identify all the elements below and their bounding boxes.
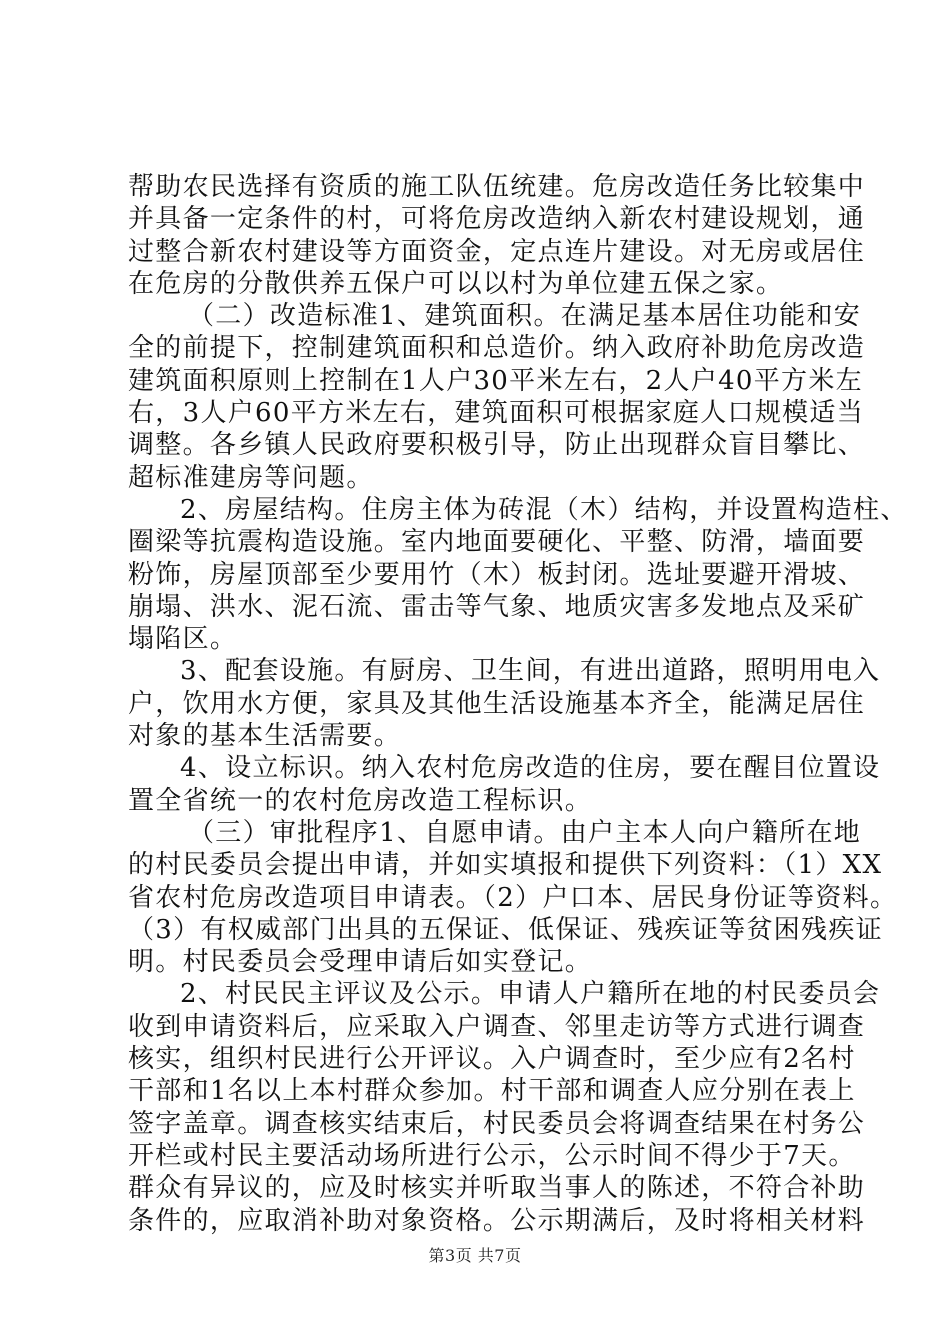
text-line: 3、配套设施。有厨房、卫生间，有进出道路，照明用电入 (180, 656, 881, 687)
text-line: 签字盖章。调查核实结束后，村民委员会将调查结果在村务公 (128, 1108, 866, 1139)
text-line: 全的前提下，控制建筑面积和总造价。纳入政府补助危房改造 (128, 333, 866, 364)
text-line: 4、设立标识。纳入农村危房改造的住房，要在醒目位置设 (180, 753, 881, 784)
text-line: 在危房的分散供养五保户可以以村为单位建五保之家。 (128, 268, 784, 299)
text-line: 帮助农民选择有资质的施工队伍统建。危房改造任务比较集中 (128, 172, 866, 202)
text-line: 过整合新农村建设等方面资金，定点连片建设。对无房或居住 (128, 236, 866, 267)
text-line: （三）审批程序1、自愿申请。由户主本人向户籍所在地 (188, 817, 862, 848)
document-body (128, 171, 908, 1237)
page-number-footer: 第3页 共7页 (428, 1246, 522, 1265)
text-line: 调整。各乡镇人民政府要积极引导，防止出现群众盲目攀比、 (128, 430, 866, 461)
text-line: 超标准建房等问题。 (128, 462, 374, 493)
text-line: 建筑面积原则上控制在1人户30平米左右，2人户40平方米左 (128, 365, 863, 396)
text-line: 2、村民民主评议及公示。申请人户籍所在地的村民委员会 (180, 979, 881, 1010)
text-line: 崩塌、洪水、泥石流、雷击等气象、地质灾害多发地点及采矿 (128, 591, 866, 622)
text-line: 干部和1名以上本村群众参加。村干部和调查人应分别在表上 (128, 1076, 856, 1107)
text-line: 条件的，应取消补助对象资格。公示期满后，及时将相关材料 (128, 1205, 866, 1236)
text-line: （二）改造标准1、建筑面积。在满足基本居住功能和安 (188, 301, 862, 332)
text-line: 核实，组织村民进行公开评议。入户调查时，至少应有2名村 (128, 1044, 856, 1075)
text-line: 置全省统一的农村危房改造工程标识。 (128, 785, 593, 816)
text-line: 开栏或村民主要活动场所进行公示，公示时间不得少于7天。 (128, 1140, 856, 1171)
text-line: 的村民委员会提出申请，并如实填报和提供下列资料：（1）XX (128, 850, 883, 881)
text-line: 省农村危房改造项目申请表。（2）户口本、居民身份证等资料。 (128, 882, 898, 913)
text-line: （3）有权威部门出具的五保证、低保证、残疾证等贫困残疾证 (128, 914, 883, 945)
text-line: 对象的基本生活需要。 (128, 721, 402, 752)
text-line: 塌陷区。 (128, 624, 238, 655)
text-line: 2、房屋结构。住房主体为砖混（木）结构，并设置构造柱、 (180, 494, 908, 525)
text-line: 收到申请资料后，应采取入户调查、邻里走访等方式进行调查 (128, 1011, 866, 1042)
text-line: 群众有异议的，应及时核实并听取当事人的陈述，不符合补助 (128, 1173, 866, 1204)
text-line: 右，3人户60平方米左右，建筑面积可根据家庭人口规模适当 (128, 398, 865, 429)
text-line: 并具备一定条件的村，可将危房改造纳入新农村建设规划，通 (128, 204, 866, 235)
text-line: 户，饮用水方便，家具及其他生活设施基本齐全，能满足居住 (128, 688, 866, 719)
text-line: 明。村民委员会受理申请后如实登记。 (128, 947, 593, 978)
text-line: 粉饰，房屋顶部至少要用竹（木）板封闭。选址要避开滑坡、 (128, 559, 866, 590)
text-line: 圈梁等抗震构造设施。室内地面要硬化、平整、防滑，墙面要 (128, 527, 866, 558)
